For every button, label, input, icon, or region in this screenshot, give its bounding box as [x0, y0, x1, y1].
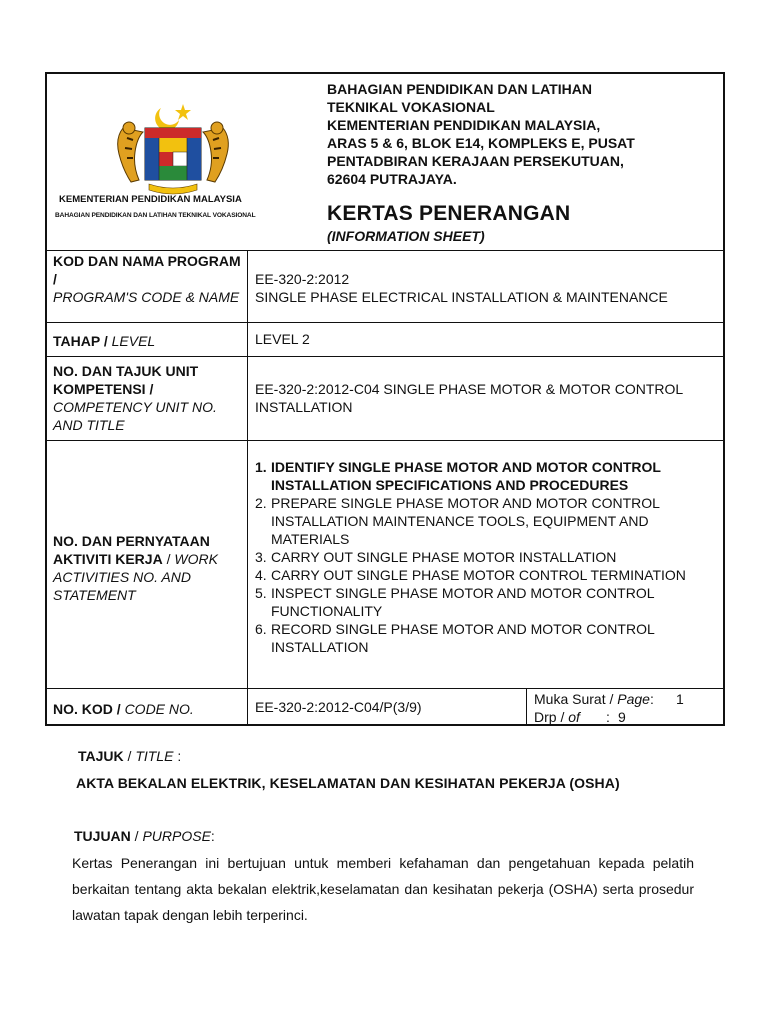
column-divider — [247, 250, 248, 724]
address-line: ARAS 5 & 6, BLOK E14, KOMPLEKS E, PUSAT — [327, 135, 635, 151]
logo-ministry-name: KEMENTERIAN PENDIDIKAN MALAYSIA — [59, 194, 242, 205]
address-line: TEKNIKAL VOKASIONAL — [327, 99, 495, 115]
page-total-line — [534, 708, 722, 726]
list-item — [253, 548, 719, 566]
activities-list — [253, 458, 719, 656]
ministry-logo — [53, 98, 293, 248]
list-item — [253, 584, 719, 620]
code-label-italic: CODE NO. — [124, 701, 194, 717]
level-label — [53, 332, 243, 350]
list-item — [253, 566, 719, 584]
unit-label-italic: COMPETENCY UNIT NO. AND TITLE — [53, 399, 217, 433]
level-label-bold: TAHAP / — [53, 333, 108, 349]
row-divider — [47, 356, 723, 357]
level-label-italic: LEVEL — [111, 333, 156, 349]
unit-label-bold: NO. DAN TAJUK UNIT KOMPETENSI / — [53, 363, 199, 397]
list-item — [253, 458, 719, 494]
list-item — [253, 620, 719, 656]
title-value: AKTA BEKALAN ELEKTRIK, KESELAMATAN DAN KESIHATAN PEKERJA (OSHA) — [76, 775, 620, 791]
row-divider — [47, 440, 723, 441]
purpose-section-label: TUJUAN / PURPOSE: — [74, 828, 215, 844]
activities-label — [53, 532, 239, 604]
code-label — [53, 700, 243, 718]
page-number: 1 — [676, 691, 684, 707]
list-item-text: CARRY OUT SINGLE PHASE MOTOR CONTROL TERMINATION — [271, 567, 686, 583]
info-sheet-table — [45, 72, 725, 726]
of-label: Drp / — [534, 709, 565, 725]
purpose-paragraph: Kertas Penerangan ini bertujuan untuk memberi kefahaman dan pengetahuan kepada pelatih berkaitan tentang akta bekalan elektrik,keselamatan dan kesihatan pekerja (OSHA) serta prosedur lawatan tapak dengan lebih terperinci. — [72, 855, 694, 923]
list-item-text: CARRY OUT SINGLE PHASE MOTOR INSTALLATION — [271, 549, 617, 565]
list-item-number: 2. — [255, 495, 267, 511]
activities-label-separator: / — [162, 551, 175, 567]
document-title: KERTAS PENERANGAN — [327, 202, 571, 225]
code-value: EE-320-2:2012-C04/P(3/9) — [255, 699, 422, 715]
list-item-text: RECORD SINGLE PHASE MOTOR AND MOTOR CONTROL INSTALLATION — [271, 621, 655, 655]
page-label: Muka Surat / — [534, 691, 614, 707]
program-value — [255, 270, 721, 306]
unit-label — [53, 362, 239, 434]
activities-label-italic: WORK ACTIVITIES NO. AND STATEMENT — [53, 551, 218, 603]
list-item — [253, 494, 719, 548]
row-divider — [47, 322, 723, 323]
list-item-text: PREPARE SINGLE PHASE MOTOR AND MOTOR CONTROL INSTALLATION MAINTENANCE TOOLS, EQUIPMENT AND MATERIALS — [271, 495, 660, 547]
list-item-number: 1. — [255, 459, 267, 475]
document-subtitle: (INFORMATION SHEET) — [327, 228, 485, 244]
page-label-italic: Page — [617, 691, 650, 707]
list-item-number: 4. — [255, 567, 267, 583]
address-line: BAHAGIAN PENDIDIKAN DAN LATIHAN — [327, 81, 592, 97]
column-divider — [526, 688, 527, 724]
row-divider — [47, 688, 723, 689]
program-label-bold: KOD DAN NAMA PROGRAM / — [53, 253, 241, 287]
page-info — [534, 690, 722, 726]
list-item-number: 6. — [255, 621, 267, 637]
organization-address — [327, 80, 635, 188]
program-label-italic: PROGRAM'S CODE & NAME — [53, 289, 240, 305]
level-value: LEVEL 2 — [255, 331, 310, 347]
of-separator: : — [606, 709, 610, 725]
purpose-label: TUJUAN — [74, 828, 131, 844]
address-line: KEMENTERIAN PENDIDIKAN MALAYSIA, — [327, 117, 601, 133]
program-code: EE-320-2:2012 — [255, 271, 350, 287]
title-section-label: TAJUK / TITLE : — [78, 748, 182, 764]
page-total: 9 — [618, 709, 626, 725]
malaysia-crest-icon — [53, 98, 293, 198]
unit-value: EE-320-2:2012-C04 SINGLE PHASE MOTOR & MOTOR CONTROL INSTALLATION — [255, 381, 683, 415]
list-item-text: IDENTIFY SINGLE PHASE MOTOR AND MOTOR CONTROL INSTALLATION SPECIFICATIONS AND PROCEDURES — [271, 459, 661, 493]
address-line: PENTADBIRAN KERAJAAN PERSEKUTUAN, — [327, 153, 624, 169]
list-item-number: 3. — [255, 549, 267, 565]
title-label: TAJUK — [78, 748, 124, 764]
address-line: 62604 PUTRAJAYA. — [327, 171, 457, 187]
logo-division-name: BAHAGIAN PENDIDIKAN DAN LATIHAN TEKNIKAL VOKASIONAL — [55, 212, 256, 219]
activities-label-bold: NO. DAN PERNYATAAN AKTIVITI KERJA — [53, 533, 210, 567]
program-name: SINGLE PHASE ELECTRICAL INSTALLATION & MAINTENANCE — [255, 289, 668, 305]
list-item-text: INSPECT SINGLE PHASE MOTOR AND MOTOR CONTROL FUNCTIONALITY — [271, 585, 654, 619]
purpose-label-italic: PURPOSE — [142, 828, 211, 844]
of-label-italic: of — [568, 709, 580, 725]
code-label-bold: NO. KOD / — [53, 701, 121, 717]
page-separator: : — [649, 691, 654, 707]
program-label — [53, 252, 243, 306]
page-number-line — [534, 690, 722, 708]
row-divider — [47, 250, 723, 251]
list-item-number: 5. — [255, 585, 267, 601]
title-label-italic: TITLE — [135, 748, 174, 764]
